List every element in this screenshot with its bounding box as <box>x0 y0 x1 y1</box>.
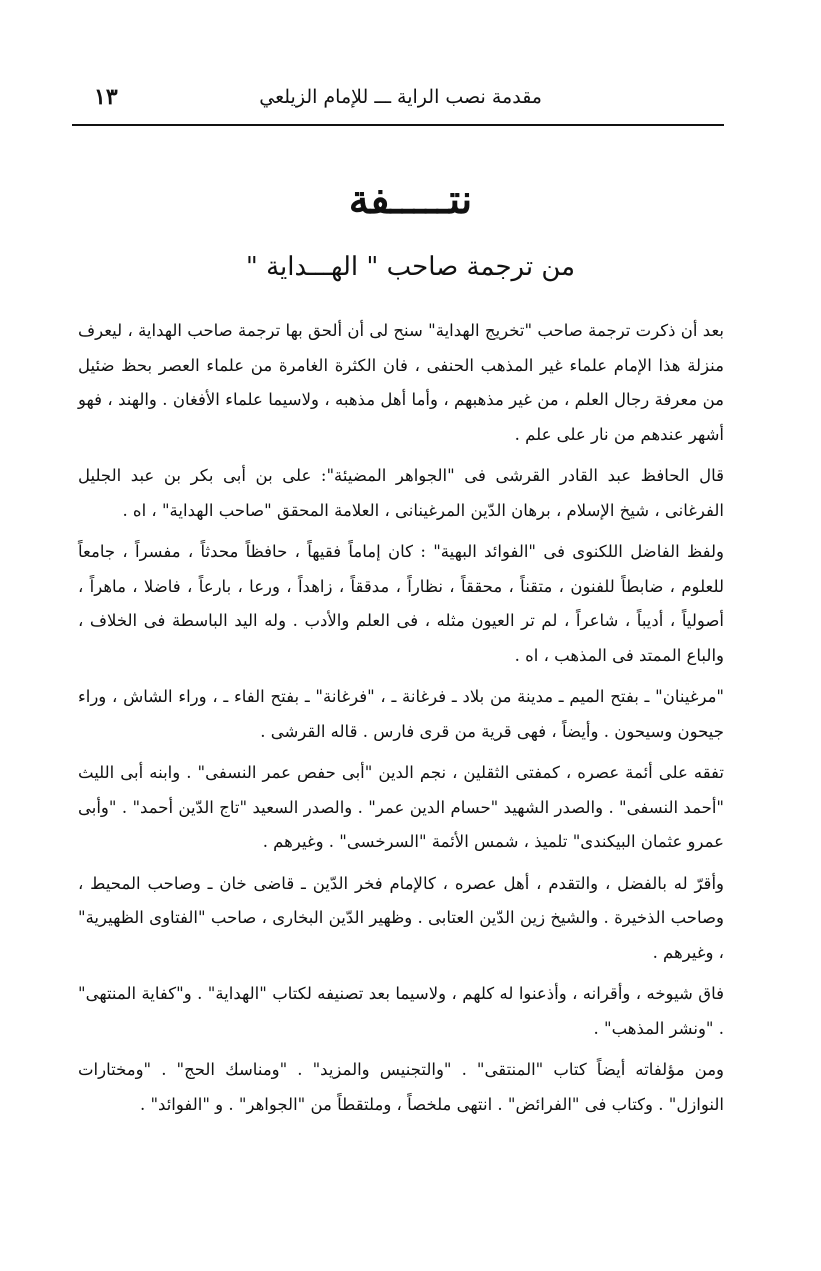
paragraph: تفقه على أئمة عصره ، كمفتى الثقلين ، نجم الدين "أبى حفص عمر النسفى" . وابنه أبى الليث "أحمد النسفى" . والصدر الشهيد "حسام الدين عمر" . والصدر السعيد "تاج الدّين أحمد" . "وأبى عمرو عثمان البيكندى" تلميذ ، شمس الأئمة "السرخسى" . وغيرهم . <box>78 763 724 851</box>
paragraph: قال الحافظ عبد القادر القرشى فى "الجواهر المضيئة": على بن أبى بكر بن عبد الجليل الفرغانى ، شيخ الإسلام ، برهان الدّين المرغينانى ، العلامة المحقق "صاحب الهداية" ، اه . <box>78 466 724 520</box>
header-rule <box>72 124 724 126</box>
body-text <box>78 314 724 1122</box>
paragraph: ومن مؤلفاته أيضاً كتاب "المنتقى" . "والتجنيس والمزيد" . "ومناسك الحج" . "ومختارات النوازل" . وكتاب فى "الفرائض" . انتهى ملخصاً ، وملتقطاً من "الجواهر" . و "الفوائد" . <box>78 1060 724 1114</box>
paragraph: بعد أن ذكرت ترجمة صاحب "تخريج الهداية" سنح لى أن ألحق بها ترجمة صاحب الهداية ، ليعرف منزلة هذا الإمام علماء غير المذهب الحنفى ، فان الكثرة الغامرة من علماء العصر بحظ ضئيل من معرفة رجال العلم ، من غير مذهبهم ، وأما أهل مذهبه ، ولاسيما علماء الأفغان . والهند ، فهو أشهر عندهم من نار على علم . <box>78 321 724 444</box>
section-subtitle: من ترجمة صاحب " الهـــداية " <box>245 252 576 282</box>
paragraph: وأقرّ له بالفضل ، والتقدم ، أهل عصره ، كالإمام فخر الدّين ـ قاضى خان ـ وصاحب المحيط ، وصاحب الذخيرة . والشيخ زين الدّين العتابى . وظهير الدّين البخارى ، صاحب "الفتاوى الظهيرية" ، وغيرهم . <box>78 873 724 962</box>
running-title: مقدمة نصب الراية ـــ للإمام الزيلعي <box>259 86 542 108</box>
section-title: نتـــــفة <box>348 176 473 223</box>
paragraph: "مرغينان" ـ بفتح الميم ـ مدينة من بلاد ـ فرغانة ـ ، "فرغانة" ـ بفتح الفاء ـ ، وراء الشاش ، وراء جيحون وسيحون . وأيضاً ، فهى قرية من قرى فارس . قاله القرشى . <box>78 687 724 741</box>
paragraph: فاق شيوخه ، وأقرانه ، وأذعنوا له كلهم ، ولاسيما بعد تصنيفه لكتاب "الهداية" . و"كفاية المنتهى" . "ونشر المذهب" . <box>78 984 724 1038</box>
paragraph: ولفظ الفاضل اللكنوى فى "الفوائد البهية" : كان إماماً فقيهاً ، حافظاً محدثاً ، مفسراً ، جامعاً للعلوم ، ضابطاً للفنون ، متقناً ، محققاً ، نظاراً ، مدققاً ، زاهداً ، ورعا ، بارعاً ، فاضلا ، ماهراً ، أصولياً ، أديباً ، شاعراً ، لم تر العيون مثله ، فى العلم والأدب . وله اليد الباسطة فى الخلاف ، والباع الممتد فى المذهب ، اه . <box>78 542 724 665</box>
page-header <box>76 82 722 118</box>
page-number: ١٣ <box>94 84 118 110</box>
